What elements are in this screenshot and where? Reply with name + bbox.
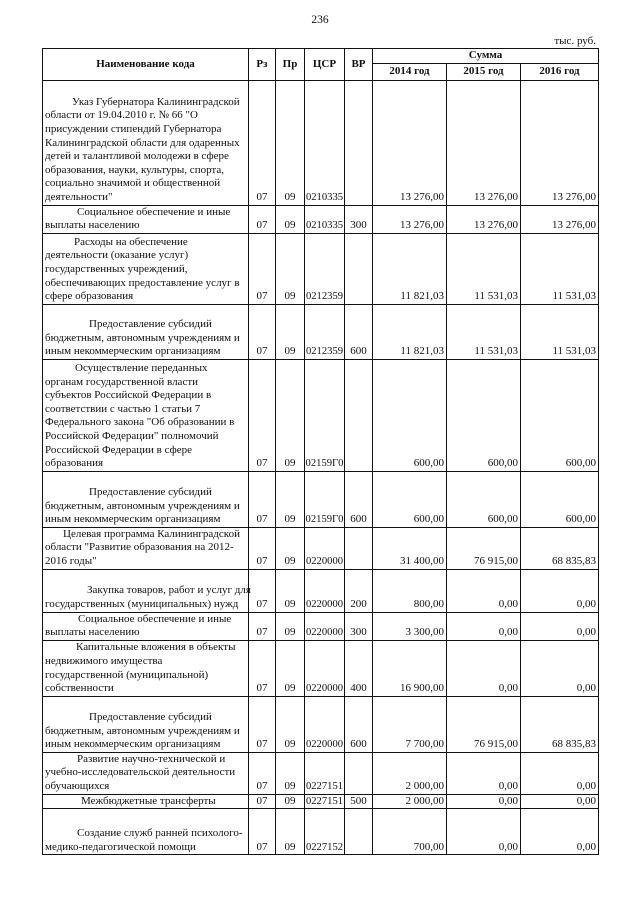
table-row — [43, 696, 599, 752]
table-row — [43, 612, 599, 640]
amount-2016: 0,00 — [521, 612, 599, 640]
name-line: обучающихся — [45, 779, 110, 792]
budget-table — [42, 48, 599, 855]
name-line: Российской Федерации в сфере — [45, 443, 193, 456]
amount-2016: 0,00 — [521, 794, 599, 809]
amount-2016: 600,00 — [521, 471, 599, 527]
amount-2015: 0,00 — [447, 752, 521, 794]
amount-2015: 0,00 — [447, 794, 521, 809]
header-csr: ЦСР — [305, 49, 345, 81]
name-line: выплаты населению — [45, 219, 140, 232]
rz-cell: 07 — [249, 304, 276, 359]
name-line: Создание служб ранней психолого- — [77, 826, 243, 839]
pr-cell: 09 — [276, 359, 305, 471]
pr-cell: 09 — [276, 809, 305, 855]
name-line: Указ Губернатора Калининградской — [72, 95, 240, 108]
row-name — [43, 809, 249, 855]
amount-2016: 600,00 — [521, 359, 599, 471]
amount-2014: 13 276,00 — [373, 80, 447, 205]
table-row — [43, 359, 599, 471]
pr-cell: 09 — [276, 794, 305, 809]
header-row — [43, 49, 599, 64]
name-line: области от 19.04.2010 г. № 66 "О — [45, 109, 198, 122]
pr-cell: 09 — [276, 569, 305, 612]
table-row — [43, 752, 599, 794]
amount-2016: 68 835,83 — [521, 527, 599, 569]
pr-cell: 09 — [276, 80, 305, 205]
csr-cell: 02159Г0 — [305, 471, 345, 527]
row-name — [43, 696, 249, 752]
vr-cell — [345, 80, 373, 205]
rz-cell: 07 — [249, 752, 276, 794]
units-label: тыс. руб. — [554, 35, 596, 47]
vr-cell: 600 — [345, 696, 373, 752]
row-name — [43, 794, 249, 809]
name-line: социально значимой и общественной — [45, 177, 221, 190]
vr-cell: 300 — [345, 205, 373, 233]
header-vr: ВР — [345, 49, 373, 81]
header-year-2014: 2014 год — [373, 63, 447, 80]
name-line: Предоставление субсидий — [89, 486, 212, 498]
name-line: соответствии с частью 1 статьи 7 — [45, 402, 201, 415]
csr-cell: 0220000 — [305, 569, 345, 612]
header-year-2016: 2016 год — [521, 63, 599, 80]
name-line: недвижимого имущества — [45, 654, 163, 667]
name-line: области "Развитие образования на 2012- — [45, 541, 234, 554]
amount-2014: 31 400,00 — [373, 527, 447, 569]
name-line: медико-педагогической помощи — [45, 840, 196, 853]
vr-cell: 300 — [345, 612, 373, 640]
name-line: присуждении стипендий Губернатора — [45, 123, 222, 136]
name-line: Предоставление субсидий — [89, 318, 212, 330]
pr-cell: 09 — [276, 233, 305, 304]
amount-2015: 0,00 — [447, 612, 521, 640]
row-name — [43, 752, 249, 794]
rz-cell: 07 — [249, 696, 276, 752]
name-line: Расходы на обеспечение — [74, 235, 188, 248]
vr-cell — [345, 233, 373, 304]
amount-2014: 800,00 — [373, 569, 447, 612]
amount-2014: 11 821,03 — [373, 233, 447, 304]
amount-2014: 700,00 — [373, 809, 447, 855]
header-pr: Пр — [276, 49, 305, 81]
pr-cell: 09 — [276, 205, 305, 233]
table-row — [43, 233, 599, 304]
amount-2016: 68 835,83 — [521, 696, 599, 752]
name-line: государственной (муниципальной) — [45, 668, 209, 681]
row-name — [43, 233, 249, 304]
vr-cell: 600 — [345, 471, 373, 527]
rz-cell: 07 — [249, 205, 276, 233]
amount-2016: 0,00 — [521, 569, 599, 612]
rz-cell: 07 — [249, 640, 276, 696]
name-line: государственных учреждений, — [45, 263, 188, 275]
amount-2015: 600,00 — [447, 471, 521, 527]
name-line: Социальное обеспечение и иные — [78, 612, 232, 625]
pr-cell: 09 — [276, 304, 305, 359]
row-name — [43, 80, 249, 205]
name-line: выплаты населению — [45, 626, 140, 639]
rz-cell: 07 — [249, 233, 276, 304]
amount-2015: 0,00 — [447, 569, 521, 612]
table-row — [43, 569, 599, 612]
name-line: 2016 годы" — [45, 554, 97, 567]
header-rz: Рз — [249, 49, 276, 81]
amount-2016: 0,00 — [521, 752, 599, 794]
vr-cell — [345, 359, 373, 471]
name-line: собственности — [45, 682, 114, 695]
amount-2014: 600,00 — [373, 359, 447, 471]
amount-2014: 13 276,00 — [373, 205, 447, 233]
amount-2015: 76 915,00 — [447, 696, 521, 752]
amount-2014: 600,00 — [373, 471, 447, 527]
name-line: детей и талантливой молодежи в сфере — [45, 150, 229, 163]
name-line: Закупка товаров, работ и услуг для — [87, 584, 251, 597]
rz-cell: 07 — [249, 569, 276, 612]
table-row — [43, 205, 599, 233]
pr-cell: 09 — [276, 696, 305, 752]
rz-cell: 07 — [249, 794, 276, 809]
rz-cell: 07 — [249, 80, 276, 205]
header-year-2015: 2015 год — [447, 63, 521, 80]
name-line: Калининградской области для одаренных — [45, 136, 240, 149]
name-line: иным некоммерческим организациям — [45, 738, 221, 751]
header-sum: Сумма — [373, 49, 599, 64]
table-row — [43, 809, 599, 855]
amount-2015: 13 276,00 — [447, 80, 521, 205]
name-line: деятельности" — [45, 191, 113, 203]
rz-cell: 07 — [249, 359, 276, 471]
row-name — [43, 612, 249, 640]
amount-2015: 11 531,03 — [447, 304, 521, 359]
amount-2016: 13 276,00 — [521, 80, 599, 205]
vr-cell — [345, 809, 373, 855]
header-name: Наименование кода — [43, 49, 249, 81]
amount-2014: 2 000,00 — [373, 794, 447, 809]
csr-cell: 0227152 — [305, 809, 345, 855]
name-line: иным некоммерческим организациям — [45, 513, 221, 526]
name-line: субъектов Российской Федерации в — [45, 389, 212, 402]
amount-2016: 13 276,00 — [521, 205, 599, 233]
amount-2015: 11 531,03 — [447, 233, 521, 304]
amount-2015: 0,00 — [447, 640, 521, 696]
name-line: бюджетным, автономным учреждениям и — [45, 499, 240, 512]
csr-cell: 0212359 — [305, 233, 345, 304]
rz-cell: 07 — [249, 612, 276, 640]
row-name — [43, 304, 249, 359]
amount-2016: 0,00 — [521, 809, 599, 855]
amount-2014: 11 821,03 — [373, 304, 447, 359]
pr-cell: 09 — [276, 752, 305, 794]
name-line: учебно-исследовательской деятельности — [45, 766, 236, 779]
pr-cell: 09 — [276, 640, 305, 696]
amount-2015: 0,00 — [447, 809, 521, 855]
table-row — [43, 471, 599, 527]
table-row — [43, 527, 599, 569]
amount-2015: 76 915,00 — [447, 527, 521, 569]
csr-cell: 0220000 — [305, 527, 345, 569]
amount-2015: 600,00 — [447, 359, 521, 471]
csr-cell: 0210335 — [305, 205, 345, 233]
pr-cell: 09 — [276, 471, 305, 527]
amount-2015: 13 276,00 — [447, 205, 521, 233]
name-line: Предоставление субсидий — [89, 710, 212, 723]
name-line: деятельности (оказание услуг) — [45, 249, 189, 262]
row-name — [43, 569, 249, 612]
table-row — [43, 304, 599, 359]
csr-cell: 0227151 — [305, 794, 345, 809]
csr-cell: 0212359 — [305, 304, 345, 359]
csr-cell: 0227151 — [305, 752, 345, 794]
vr-cell: 500 — [345, 794, 373, 809]
row-name — [43, 527, 249, 569]
amount-2014: 16 900,00 — [373, 640, 447, 696]
name-line: иным некоммерческим организациям — [45, 345, 221, 358]
name-line: Целевая программа Калининградской — [63, 527, 240, 540]
pr-cell: 09 — [276, 612, 305, 640]
amount-2016: 0,00 — [521, 640, 599, 696]
table-row — [43, 794, 599, 809]
row-name — [43, 359, 249, 471]
name-line: органам государственной власти — [45, 375, 199, 388]
name-line: бюджетным, автономным учреждениям и — [45, 331, 240, 344]
rz-cell: 07 — [249, 527, 276, 569]
amount-2016: 11 531,03 — [521, 304, 599, 359]
row-name — [43, 640, 249, 696]
csr-cell: 0220000 — [305, 640, 345, 696]
row-name — [43, 471, 249, 527]
amount-2014: 3 300,00 — [373, 612, 447, 640]
csr-cell: 0220000 — [305, 696, 345, 752]
page-number: 236 — [311, 14, 329, 26]
name-line: Социальное обеспечение и иные — [77, 205, 231, 218]
name-line: Российской Федерации" полномочий — [45, 430, 219, 442]
vr-cell: 600 — [345, 304, 373, 359]
vr-cell — [345, 752, 373, 794]
name-line: обеспечивающих предоставление услуг в — [45, 276, 240, 289]
vr-cell — [345, 527, 373, 569]
vr-cell: 400 — [345, 640, 373, 696]
amount-2014: 2 000,00 — [373, 752, 447, 794]
csr-cell: 02159Г0 — [305, 359, 345, 471]
name-line: Развитие научно-технической и — [77, 752, 226, 765]
pr-cell: 09 — [276, 527, 305, 569]
amount-2014: 7 700,00 — [373, 696, 447, 752]
name-line: государственных (муниципальных) нужд — [45, 597, 239, 610]
rz-cell: 07 — [249, 471, 276, 527]
csr-cell: 0220000 — [305, 612, 345, 640]
table-row — [43, 80, 599, 205]
csr-cell: 0210335 — [305, 80, 345, 205]
table-row — [43, 640, 599, 696]
name-line: Межбюджетные трансферты — [81, 794, 216, 807]
name-line: бюджетным, автономным учреждениям и — [45, 724, 240, 737]
name-line: Федерального закона "Об образовании в — [45, 416, 235, 429]
name-line: Капитальные вложения в объекты — [76, 641, 236, 654]
amount-2016: 11 531,03 — [521, 233, 599, 304]
name-line: сфере образования — [45, 290, 134, 303]
name-line: образования — [45, 457, 104, 470]
vr-cell: 200 — [345, 569, 373, 612]
rz-cell: 07 — [249, 809, 276, 855]
name-line: Осуществление переданных — [75, 362, 208, 375]
name-line: образования, науки, культуры, спорта, — [45, 163, 225, 176]
row-name — [43, 205, 249, 233]
